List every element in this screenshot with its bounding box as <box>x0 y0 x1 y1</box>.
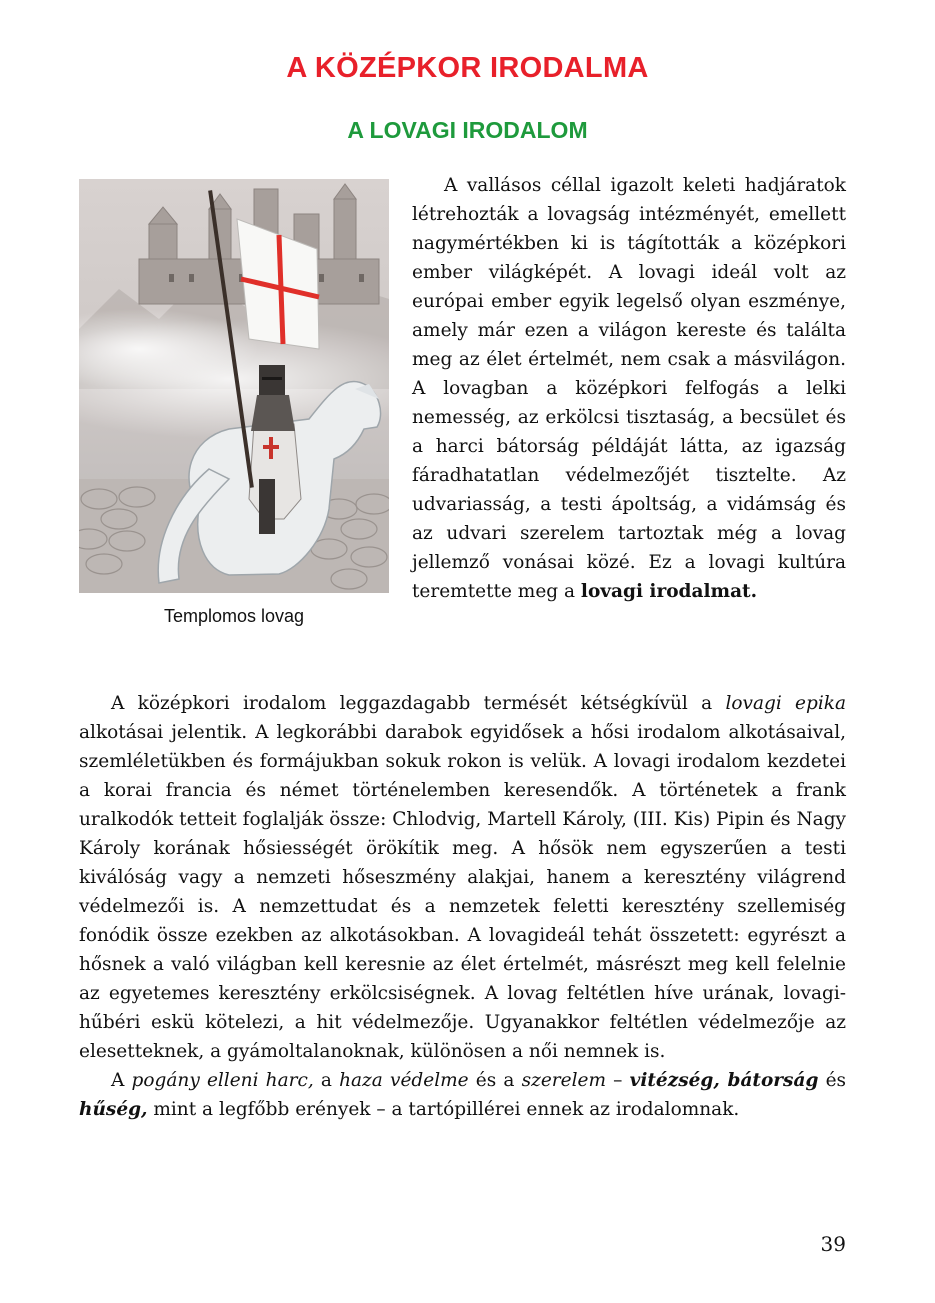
templar-knight-illustration <box>79 179 389 593</box>
intro-column <box>412 171 846 606</box>
italic-term: haza védelme <box>339 1070 469 1091</box>
text-run: mint a legfőbb erények – a tartópillérei ennek az irodalomnak. <box>147 1099 740 1120</box>
bold-italic-term: vitézség, bátorság <box>629 1070 819 1091</box>
text-run: alkotásai jelentik. A legkorábbi darabok egyidősek a hősi irodalom alkotásaival, szemléletükben és formájukban sokuk rokon is velük. A lovagi irodalom kezdetei a korai francia és német történelemben keresendők. A történetek a frank uralkodók tetteit foglalják össze: Chlodvig, Martell Károly, (III. Kis) Pipin és Nagy Károly korának hősiességét örökítik meg. A hősök nem egyszerűen a testi kiválóság vagy a nemzeti hőseszmény alakjai, hanem a keresztény világrend védelmezői is. A nemzettudat és a nemzetek feletti keresztény szellemiség fonódik össze ezekben az alkotásokban. A lovagideál tehát összetett: egyrészt a hősnek a való világban kell keresnie az élet értelmét, másrészt meg kell felelnie az egyetemes keresztény erkölcsiségnek. A lovag feltétlen híve urának, lovagi-hűbéri eskü kötelezi, a hit védelmezője. Ugyanakkor feltétlen védelmezője az elesetteknek, a gyámoltalanoknak, különösen a női nemnek is. <box>79 722 846 1062</box>
body-text <box>79 689 846 1124</box>
intro-bold-term: lovagi irodalmat. <box>580 581 758 602</box>
section-subtitle: A LOVAGI IRODALOM <box>347 117 588 143</box>
italic-term: szerelem <box>521 1070 606 1091</box>
italic-term: pogány elleni harc, <box>131 1070 314 1091</box>
intro-text: A vallásos céllal igazolt keleti hadjáratok létrehozták a lovagság intézményét, emellett nagymértékben ki is tágították a középkori ember világképét. A lovagi ideál volt az európai ember egyik legelső olyan eszménye, amely már ezen a világon kereste és találta meg az élet értelmét, nem csak a másvilágon. A lovagban a középkori felfogás a lelki nemesség, az erkölcsi tisztaság, a becsület és a harci bátorság példáját látta, az igazság fáradhatatlan védelmezőjét tisztelte. Az udvariasság, a testi ápoltság, a vidámság és az udvari szerelem tartoztak még a lovag jellemző vonásai közé. Ez a lovagi kultúra teremtette meg a <box>412 175 846 602</box>
italic-term: lovagi epika <box>725 693 846 714</box>
text-run: és <box>818 1070 847 1091</box>
intro-paragraph <box>412 171 846 606</box>
page-title: A KÖZÉPKOR IRODALMA <box>286 52 649 84</box>
templar-knight-image <box>79 179 389 593</box>
text-run: A középkori irodalom leggazdagabb termését kétségkívül a <box>111 693 726 714</box>
text-run: a <box>313 1070 340 1091</box>
text-run: és a <box>468 1070 522 1091</box>
text-run: A <box>111 1070 132 1091</box>
page-number: 39 <box>820 1232 846 1256</box>
text-run: – <box>606 1070 630 1091</box>
figure-caption: Templomos lovag <box>163 606 305 626</box>
paragraph-3 <box>79 1066 846 1124</box>
bold-italic-term: hűség, <box>79 1099 148 1120</box>
paragraph-2 <box>79 689 846 1066</box>
